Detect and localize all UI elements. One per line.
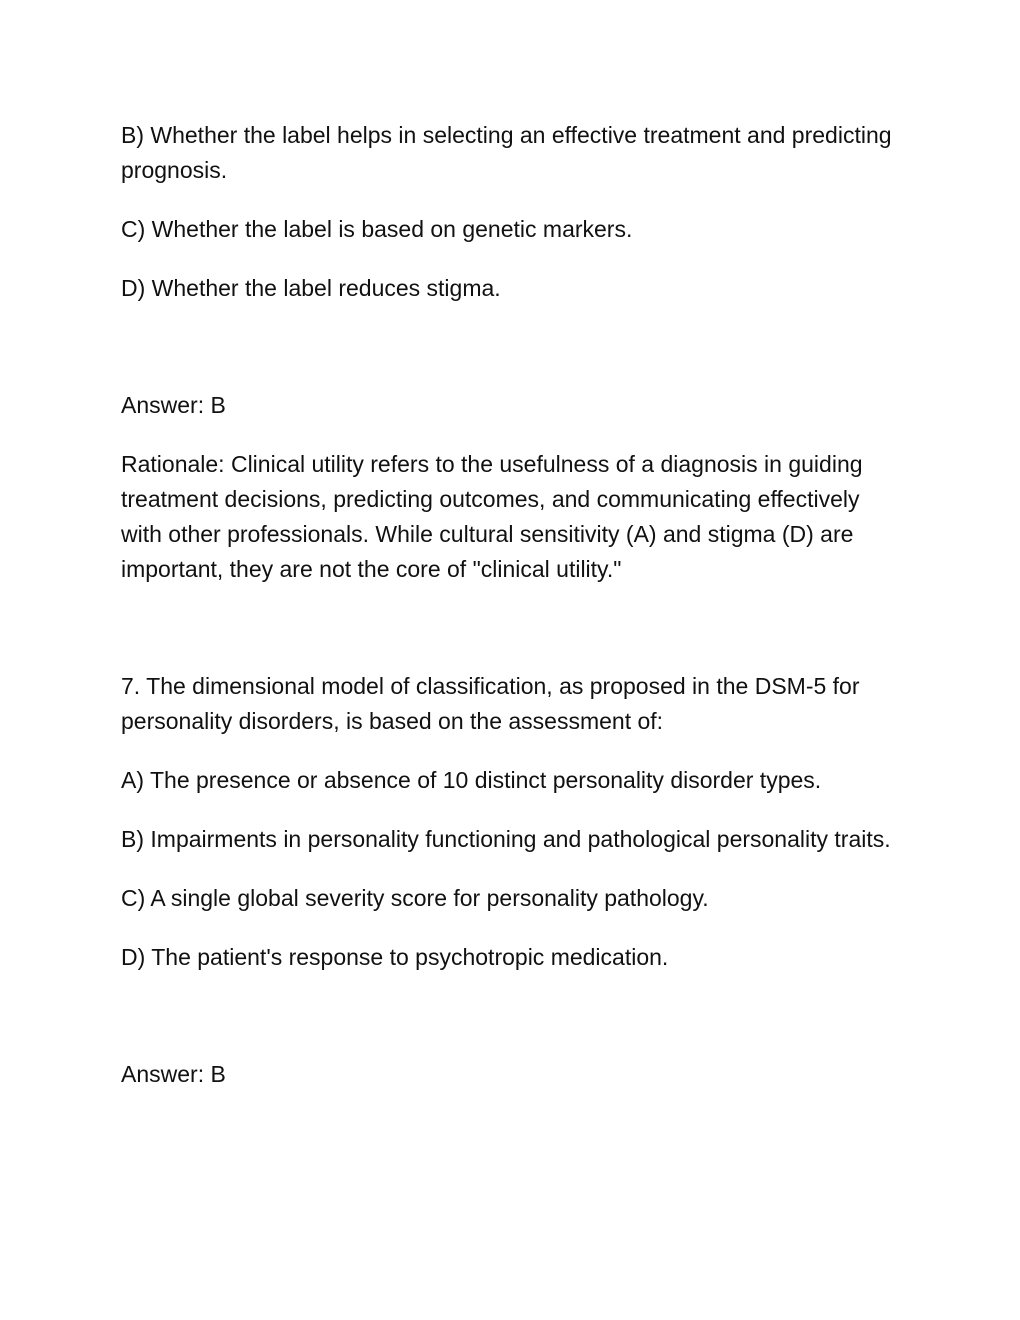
q6-option-c: C) Whether the label is based on genetic markers. xyxy=(121,216,633,242)
q7-answer: Answer: B xyxy=(121,1061,226,1087)
q7-option-d: D) The patient's response to psychotropic medication. xyxy=(121,944,669,970)
q7-option-b: B) Impairments in personality functioning and pathological personality traits. xyxy=(121,826,891,852)
document-page xyxy=(121,118,901,1092)
q6-option-b: B) Whether the label helps in selecting an effective treatment and predicting prognosis. xyxy=(121,122,892,183)
q7-question: 7. The dimensional model of classification, as proposed in the DSM-5 for personality disorders, is based on the assessment of: xyxy=(121,673,860,734)
q6-rationale: Rationale: Clinical utility refers to the usefulness of a diagnosis in guiding treatment decisions, predicting outcomes, and communicating effectively with other professionals. While cultural sensitivity (A) and stigma (D) are important, they are not the core of "clinical utility." xyxy=(121,451,863,582)
q6-answer: Answer: B xyxy=(121,392,226,418)
q7-option-a: A) The presence or absence of 10 distinct personality disorder types. xyxy=(121,767,822,793)
q6-option-d: D) Whether the label reduces stigma. xyxy=(121,275,501,301)
q7-option-c: C) A single global severity score for personality pathology. xyxy=(121,885,709,911)
